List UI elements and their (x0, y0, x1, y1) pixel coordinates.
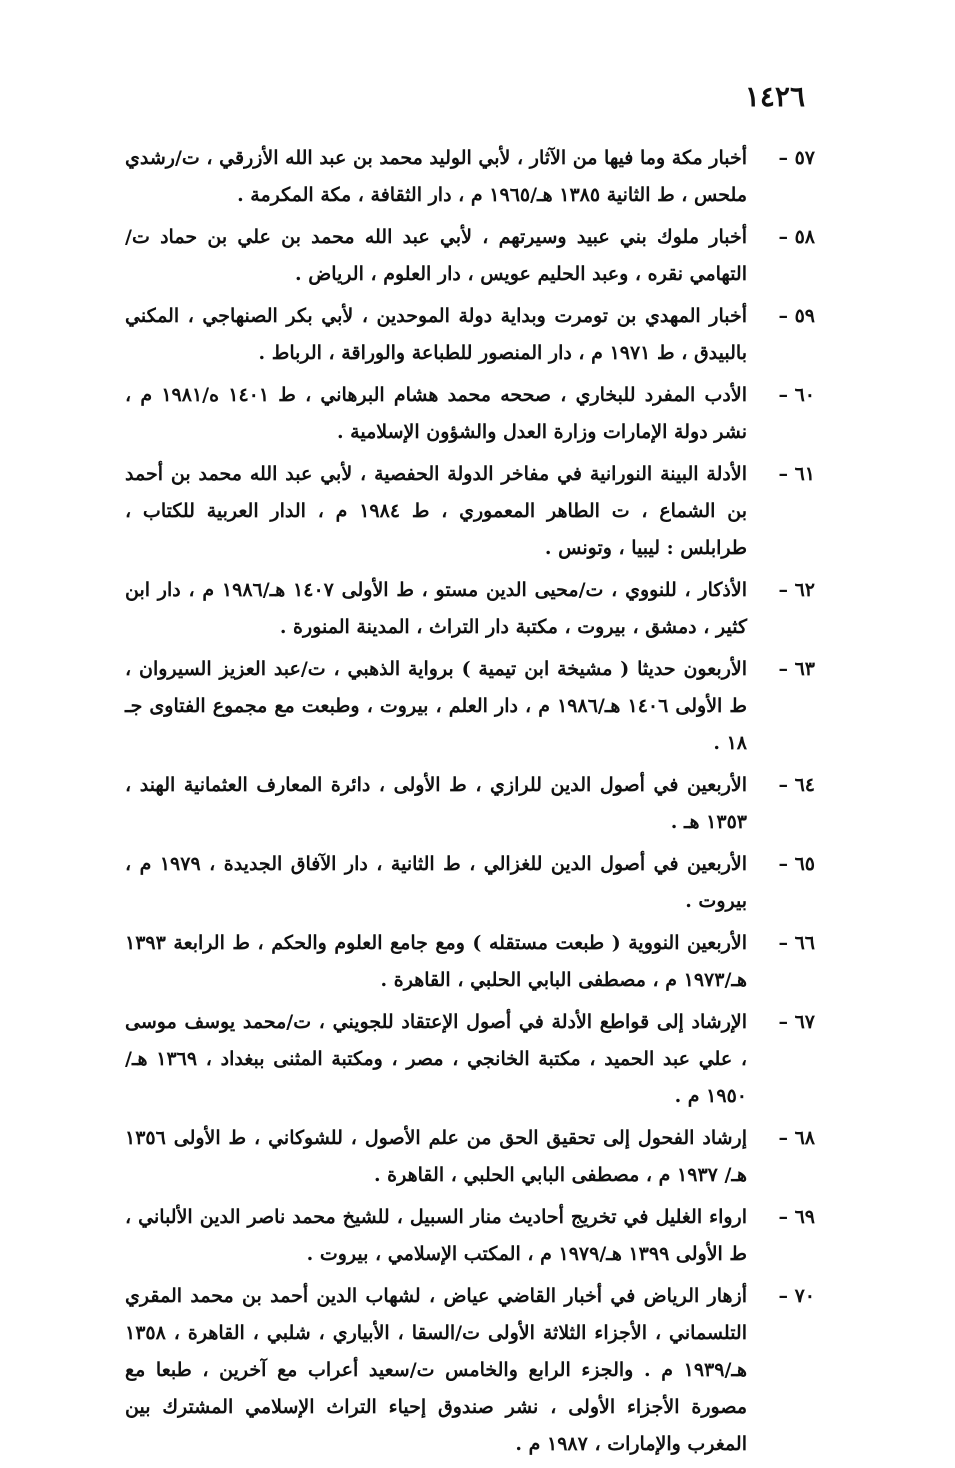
entry-text: الأذكار ، للنووي ، ت/محيى الدين مستو ، ط الأولى ١٤٠٧ هـ/١٩٨٦ م ، دار ابن كثير ، دمشق ، بيروت ، مكتبة دار التراث ، المدينة المنورة . (125, 579, 747, 638)
entry-text: الأربعون حديثا ( مشيخة ابن تيمية ) برواية الذهبي ، ت/عبد العزيز السيروان ، ط الأولى ١٤٠٦ هـ/١٩٨٦ م ، دار العلم ، بيروت ، وطبعت مع مجموع الفتاوى جـ ١٨ . (125, 658, 747, 754)
bibliography-entry (125, 1004, 815, 1115)
entry-number: ٦٠ – (778, 384, 815, 406)
entry-number: ٧٠ – (778, 1285, 815, 1307)
entry-text: الإرشاد إلى قواطع الأدلة في أصول الإعتقاد للجويني ، ت/محمد يوسف موسى ، علي عبد الحميد ، مكتبة الخانجي ، مصر ، ومكتبة المثنى ببغداد ، ١٣٦٩ هـ/١٩٥٠ م . (125, 1011, 748, 1107)
entry-text: أخبار ملوك بني عبيد وسيرتهم ، لأبي عبد الله محمد بن علي بن حماد ت/التهامي نقره ، وعبد الحليم عويس ، دار العلوم ، الرياض . (125, 226, 747, 285)
bibliography-entry (125, 1199, 815, 1273)
entry-number: ٦٩ – (778, 1206, 815, 1228)
entry-number: ٦٣ – (778, 658, 815, 680)
entry-number: ٦٢ – (778, 579, 815, 601)
entry-number: ٦١ – (778, 463, 815, 485)
entry-number: ٦٦ – (778, 932, 815, 954)
entry-number: ٦٥ – (778, 853, 815, 875)
entry-text: أخبار مكة وما فيها من الآثار ، لأبي الوليد محمد بن عبد الله الأزرقي ، ت/رشدي ملحس ، ط الثانية ١٣٨٥ هـ/١٩٦٥ م ، دار الثقافة ، مكة المكرمة . (125, 147, 747, 206)
bibliography-entry (125, 572, 815, 646)
entry-number: ٥٩ – (778, 305, 815, 327)
bibliography-entry (125, 846, 815, 920)
entry-text: ارواء الغليل في تخريج أحاديث منار السبيل ، للشيخ محمد ناصر الدين الألباني ، ط الأولى ١٣٩٩ هـ/١٩٧٩ م ، المكتب الإسلامي ، بيروت . (125, 1206, 747, 1265)
bibliography-entry (125, 219, 815, 293)
entry-number: ٦٤ – (778, 774, 815, 796)
entry-number: ٥٨ – (778, 226, 815, 248)
entry-text: الأدلة البينة النورانية في مفاخر الدولة الحفصية ، لأبي عبد الله محمد بن أحمد بن الشماع ، ت الطاهر المعموري ، ط ١٩٨٤ م ، الدار العربية للكتاب ، طرابلس : ليبيا ، وتونس . (125, 463, 747, 559)
entry-number: ٥٧ – (778, 147, 815, 169)
bibliography-entry (125, 925, 815, 999)
entry-text: الأربعين النووية ( طبعت مستقله ) ومع جامع العلوم والحكم ، ط الرابعة ١٣٩٣ هـ/١٩٧٣ م ، مصطفى البابي الحلبي ، القاهرة . (125, 932, 747, 991)
entry-text: أخبار المهدي بن تومرت وبداية دولة الموحدين ، لأبي بكر الصنهاجي ، المكني بالبيدق ، ط ١٩٧١ م ، دار المنصور للطباعة والوراقة ، الرباط . (125, 305, 747, 364)
entry-text: إرشاد الفحول إلى تحقيق الحق من علم الأصول ، للشوكاني ، ط الأولى ١٣٥٦ هـ/ ١٩٣٧ م ، مصطفى البابي الحلبي ، القاهرة . (125, 1127, 747, 1186)
page-number: ١٤٢٦ (744, 80, 805, 113)
entry-text: الأربعين في أصول الدين للغزالي ، ط الثانية ، دار الآفاق الجديدة ، ١٩٧٩ م ، بيروت . (125, 853, 747, 912)
entry-number: ٦٨ – (778, 1127, 815, 1149)
bibliography-entry (125, 456, 815, 567)
bibliography-entry (125, 377, 815, 451)
bibliography-entry (125, 1120, 815, 1194)
entry-number: ٦٧ – (778, 1011, 815, 1033)
bibliography-entry (125, 140, 815, 214)
bibliography-entry (125, 651, 815, 762)
bibliography-entry (125, 1278, 815, 1463)
entry-text: الأدب المفرد للبخاري ، صححه محمد هشام البرهاني ، ط ١٤٠١ ه/١٩٨١ م ، نشر دولة الإمارات وزارة العدل والشؤون الإسلامية . (125, 384, 747, 443)
bibliography-entry (125, 298, 815, 372)
entry-text: أزهار الرياض في أخبار القاضي عياض ، لشهاب الدين أحمد بن محمد المقري التلسماني ، الأجزاء الثلاثة الأولى ت/السقا ، الأبياري ، شلبي ، القاهرة ، ١٣٥٨ هـ/١٩٣٩ م . والجزء الرابع والخامس ت/سعيد أعراب مع آخرين ، طبعا مع مصورة الأجزاء الأولى ، نشر صندوق إحياء التراث الإسلامي المشترك بين المغرب والإمارات ، ١٩٨٧ م . (125, 1285, 747, 1455)
bibliography-entry (125, 767, 815, 841)
bibliography-list (125, 140, 815, 1468)
entry-text: الأربعين في أصول الدين للرازي ، ط الأولى ، دائرة المعارف العثمانية الهند ، ١٣٥٣ هـ . (125, 774, 747, 833)
